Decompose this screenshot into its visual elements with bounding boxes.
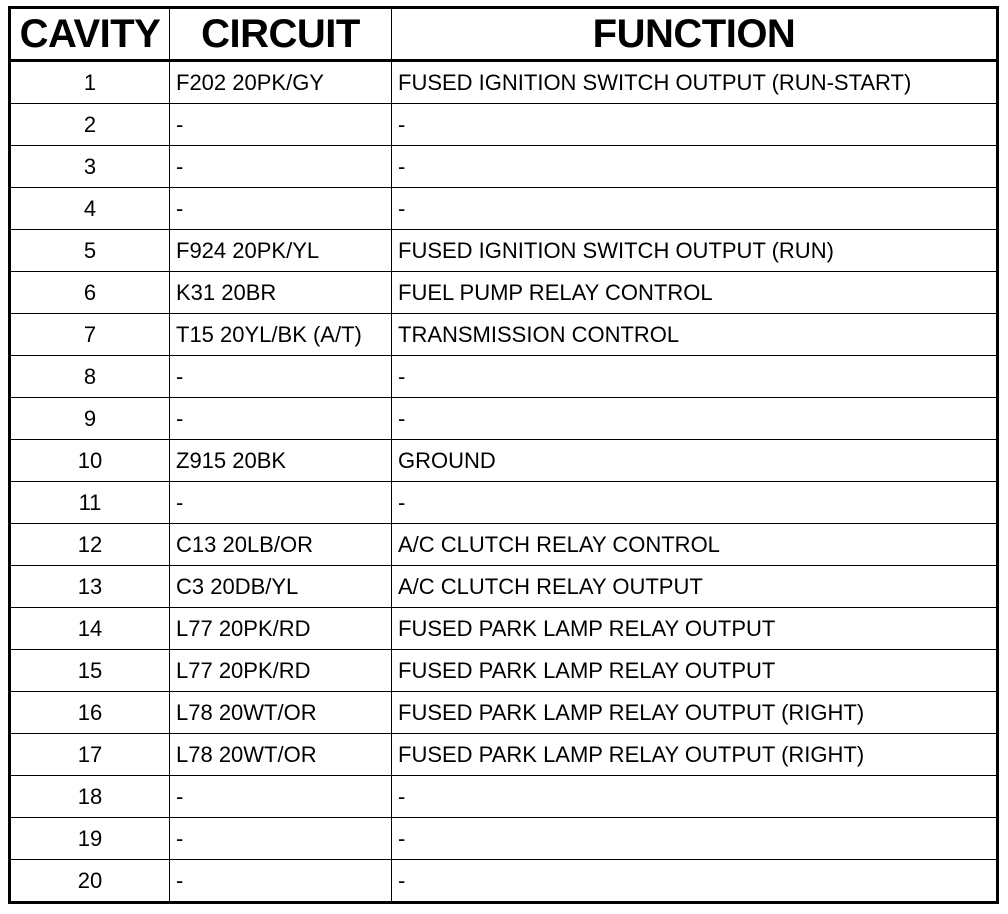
- cavity-cell: 20: [10, 860, 170, 903]
- table-row: [10, 230, 998, 272]
- circuit-cell: K31 20BR: [170, 272, 392, 314]
- function-cell: FUSED PARK LAMP RELAY OUTPUT: [392, 608, 998, 650]
- cavity-cell: 11: [10, 482, 170, 524]
- cavity-cell: 4: [10, 188, 170, 230]
- function-cell: -: [392, 398, 998, 440]
- function-cell: A/C CLUTCH RELAY CONTROL: [392, 524, 998, 566]
- header-row: [10, 8, 998, 61]
- circuit-cell: L78 20WT/OR: [170, 692, 392, 734]
- table-row: [10, 692, 998, 734]
- function-cell: FUSED PARK LAMP RELAY OUTPUT (RIGHT): [392, 734, 998, 776]
- function-cell: -: [392, 356, 998, 398]
- table-row: [10, 356, 998, 398]
- function-cell: FUSED PARK LAMP RELAY OUTPUT (RIGHT): [392, 692, 998, 734]
- function-cell: -: [392, 482, 998, 524]
- circuit-cell: -: [170, 398, 392, 440]
- circuit-cell: T15 20YL/BK (A/T): [170, 314, 392, 356]
- function-cell: TRANSMISSION CONTROL: [392, 314, 998, 356]
- table-row: [10, 188, 998, 230]
- function-cell: -: [392, 860, 998, 903]
- function-cell: FUSED IGNITION SWITCH OUTPUT (RUN-START): [392, 61, 998, 104]
- cavity-cell: 10: [10, 440, 170, 482]
- function-cell: A/C CLUTCH RELAY OUTPUT: [392, 566, 998, 608]
- function-cell: FUSED IGNITION SWITCH OUTPUT (RUN): [392, 230, 998, 272]
- table-row: [10, 650, 998, 692]
- circuit-cell: -: [170, 188, 392, 230]
- function-cell: GROUND: [392, 440, 998, 482]
- cavity-cell: 2: [10, 104, 170, 146]
- circuit-cell: -: [170, 146, 392, 188]
- cavity-cell: 14: [10, 608, 170, 650]
- function-cell: -: [392, 146, 998, 188]
- table-body: [10, 61, 998, 903]
- circuit-cell: L77 20PK/RD: [170, 608, 392, 650]
- cavity-cell: 18: [10, 776, 170, 818]
- circuit-cell: F924 20PK/YL: [170, 230, 392, 272]
- table-row: [10, 440, 998, 482]
- circuit-cell: -: [170, 776, 392, 818]
- table-row: [10, 314, 998, 356]
- function-cell: -: [392, 818, 998, 860]
- cavity-cell: 16: [10, 692, 170, 734]
- table-row: [10, 61, 998, 104]
- cavity-cell: 12: [10, 524, 170, 566]
- cavity-cell: 3: [10, 146, 170, 188]
- circuit-cell: -: [170, 818, 392, 860]
- circuit-cell: C13 20LB/OR: [170, 524, 392, 566]
- function-cell: -: [392, 188, 998, 230]
- table-row: [10, 524, 998, 566]
- circuit-cell: Z915 20BK: [170, 440, 392, 482]
- connector-pinout-table: [8, 6, 999, 904]
- function-cell: FUSED PARK LAMP RELAY OUTPUT: [392, 650, 998, 692]
- function-cell: FUEL PUMP RELAY CONTROL: [392, 272, 998, 314]
- cavity-cell: 8: [10, 356, 170, 398]
- table-row: [10, 566, 998, 608]
- table-row: [10, 482, 998, 524]
- table-row: [10, 860, 998, 903]
- circuit-cell: F202 20PK/GY: [170, 61, 392, 104]
- cavity-cell: 19: [10, 818, 170, 860]
- circuit-cell: -: [170, 356, 392, 398]
- cavity-cell: 9: [10, 398, 170, 440]
- table-row: [10, 734, 998, 776]
- header-circuit: CIRCUIT: [170, 8, 392, 61]
- header-function: FUNCTION: [392, 8, 998, 61]
- table-row: [10, 104, 998, 146]
- cavity-cell: 7: [10, 314, 170, 356]
- table-row: [10, 272, 998, 314]
- cavity-cell: 17: [10, 734, 170, 776]
- circuit-cell: -: [170, 104, 392, 146]
- table-row: [10, 146, 998, 188]
- cavity-cell: 13: [10, 566, 170, 608]
- cavity-cell: 1: [10, 61, 170, 104]
- circuit-cell: C3 20DB/YL: [170, 566, 392, 608]
- cavity-cell: 5: [10, 230, 170, 272]
- cavity-cell: 6: [10, 272, 170, 314]
- circuit-cell: L77 20PK/RD: [170, 650, 392, 692]
- table-row: [10, 776, 998, 818]
- circuit-cell: L78 20WT/OR: [170, 734, 392, 776]
- table-row: [10, 398, 998, 440]
- table-row: [10, 818, 998, 860]
- circuit-cell: -: [170, 860, 392, 903]
- function-cell: -: [392, 104, 998, 146]
- circuit-cell: -: [170, 482, 392, 524]
- header-cavity: CAVITY: [10, 8, 170, 61]
- cavity-cell: 15: [10, 650, 170, 692]
- table-row: [10, 608, 998, 650]
- function-cell: -: [392, 776, 998, 818]
